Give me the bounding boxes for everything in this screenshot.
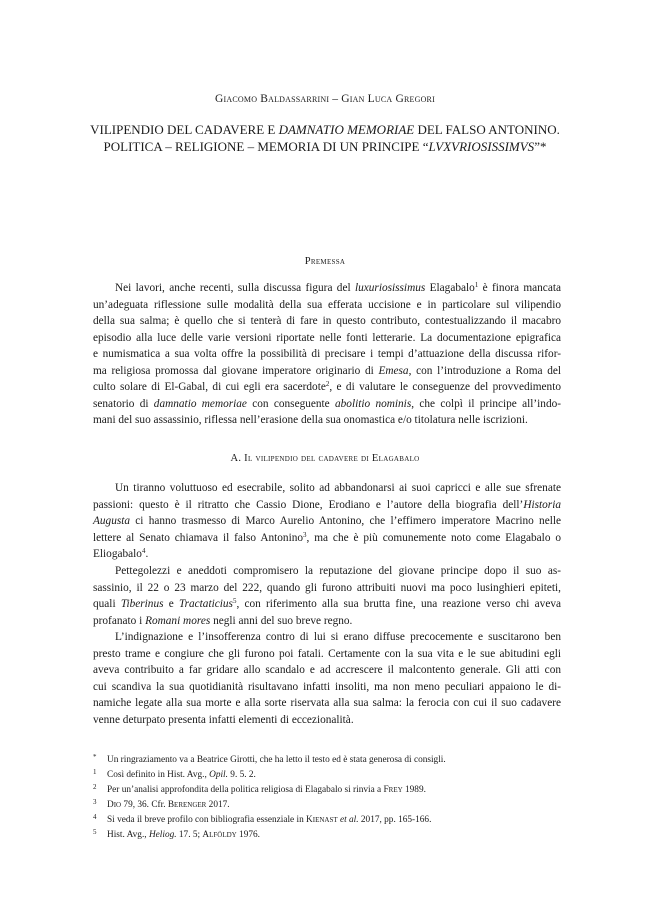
text-line: presto trame e congiure che gli furono poi fatali. Certamente con la sua vita e le sue abitudini egli — [93, 647, 561, 660]
footnote-text: Così definito in Hist. Avg., Opil. 9. 5. 2. — [107, 770, 256, 780]
footnote-mark: 3 — [93, 798, 97, 806]
footnote-mark: * — [93, 753, 97, 761]
text-line: senatorio di damnatio memoriae con conseguente abolitio nominis, che colpì il principe all’indo- — [93, 397, 561, 410]
text-line: venne deturpato presenta infatti elementi di eccezionalità. — [93, 713, 354, 726]
section-heading-a: A. Il vilipendio del cadavere di Elagabalo — [230, 453, 420, 464]
text-line: passioni: questo è il ritratto che Cassio Dione, Erodiano e l’autore della biografia dell’Historia — [93, 498, 561, 511]
paragraph-4 — [93, 629, 561, 728]
text-line: L’indignazione e l’insofferenza contro di lui si erano diffuse precocemente e suscitarono ben — [115, 631, 561, 643]
paragraph-premessa — [93, 280, 561, 429]
footnote-mark: 1 — [93, 768, 97, 776]
footnote — [93, 766, 563, 781]
text-line: cui scandiva la sua quotidianità risultavano infatti insoliti, ma non meno peculiari appaiono le di- — [93, 680, 561, 693]
paragraph-2 — [93, 480, 561, 563]
title-line-1: VILIPENDIO DEL CADAVERE E DAMNATIO MEMORIAE DEL FALSO ANTONINO. — [90, 122, 560, 137]
text-line: lettere al Senato chiamava il falso Antonino$^3$, ma che è più comunemente noto come Elagabalo o — [93, 530, 561, 544]
authors-line: Giacomo Baldassarrini – Gian Luca Gregori — [215, 93, 435, 105]
footnote-text: Un ringraziamento va a Beatrice Girotti, che ha letto il testo ed è stata generosa di consigli. — [107, 755, 446, 765]
text-line: Augusta ci hanno trasmesso di Marco Aurelio Antonino, che l’effimero imperatore Macrino nelle — [93, 515, 561, 527]
text-line: e numismatica a sua volta offre la possibilità di precisare i tempi d’attuazione della discussa rifor- — [93, 348, 561, 360]
article-title — [60, 121, 590, 155]
title-line-2: POLITICA – RELIGIONE – MEMORIA DI UN PRINCIPE “LVXVRIOSISSIMVS”* — [103, 139, 547, 154]
footnote-mark: 2 — [93, 783, 97, 791]
footnote-text: Hist. Avg., Heliog. 17. 5; Alföldy 1976. — [107, 830, 260, 840]
footnote — [93, 751, 563, 766]
text-line: della sua salma; è quello che si tenterà di fare in questo contributo, contestualizzando il macabro — [93, 315, 561, 327]
footnote — [93, 796, 563, 811]
paragraph-3 — [93, 563, 561, 629]
footnote-text: Si veda il breve profilo con bibliografia essenziale in Kienast et al. 2017, pp. 165-166. — [107, 815, 432, 825]
text-line: episodio alla luce delle varie versioni riportate nelle fonti letterarie. La documentazione epigrafica — [93, 331, 561, 344]
text-line: quali Tiberinus e Tractaticius$^5$, con riferimento alla sua brutta fine, una reazione verso chi aveva — [93, 597, 561, 610]
footnote-mark: 4 — [93, 813, 97, 821]
text-line: mani del suo assassinio, riflessa nell’erasione della sua onomastica e/o titolatura nelle iscrizioni. — [93, 414, 528, 426]
text-line: un’adeguata riflessione sulle modalità della sua efferata uccisione e in particolare sul vilipendio — [93, 298, 561, 311]
footnote — [93, 811, 563, 826]
section-heading-premessa: Premessa — [304, 256, 346, 267]
text-line: ma religiosa promossa dal giovane imperatore originario di Emesa, con l’introduzione a Roma del — [93, 364, 561, 377]
text-line: profanato i Romani mores negli anni del suo breve regno. — [93, 614, 353, 627]
footnote-text: Per un’analisi approfondita della politica religiosa di Elagabalo si rinvia a Frey 1989. — [107, 785, 426, 795]
text-line: culto solare di El-Gabal, di cui egli era sacerdote$^2$, e di valutare le conseguenze del provvedimento — [93, 380, 561, 393]
text-line: Un tiranno voluttuoso ed esecrabile, solito ad abbandonarsi ai suoi capricci e alle sue sfrenate — [115, 482, 561, 494]
text-line: Nei lavori, anche recenti, sulla discussa figura del luxuriosissimus Elagabalo$^1$ è finora mancata — [115, 281, 561, 294]
footnote — [93, 826, 563, 841]
text-line: Pettegolezzi e aneddoti compromisero la reputazione del giovane principe dopo il suo as- — [115, 565, 561, 577]
text-line: namiche legate alla sua morte e alla sorte riservata alla sua salma: la ferocia con cui il suo cadavere — [93, 697, 561, 709]
footnotes — [93, 751, 563, 841]
footnote — [93, 781, 563, 796]
text-line: aveva contribuito a far gridare allo scandalo e ad accrescere il malcontento generale. Gli atti con — [93, 664, 561, 676]
text-line: sassinio, il 22 o 23 marzo del 222, quando gli furono attribuiti nuovi ma poco lusinghieri epiteti, — [93, 581, 561, 594]
text-line: Eliogabalo$^4$. — [93, 547, 149, 560]
footnote-text: Dio 79, 36. Cfr. Berenger 2017. — [107, 800, 230, 810]
footnote-mark: 5 — [93, 828, 97, 836]
